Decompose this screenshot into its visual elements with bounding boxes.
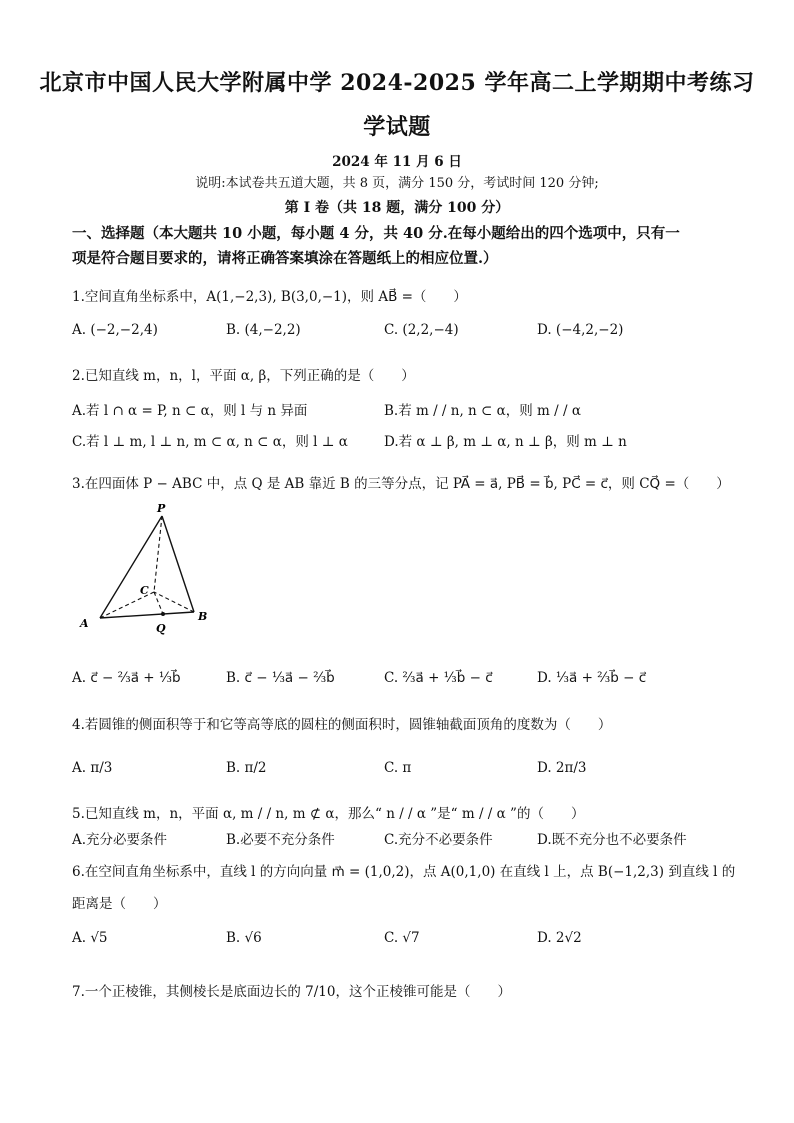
q4-option-d[interactable]: D. 2π/3 bbox=[537, 760, 587, 776]
label-b: B bbox=[198, 610, 208, 623]
label-p: P bbox=[157, 502, 166, 515]
q5-option-c[interactable]: C.充分不必要条件 bbox=[384, 832, 493, 848]
section-heading-line2: 项是符合题目要求的，请将正确答案填涂在答题纸上的相应位置.） bbox=[72, 250, 498, 267]
q6-option-a[interactable]: A. √5 bbox=[72, 930, 108, 946]
q3-option-b[interactable]: B. c⃗ − ⅓a⃗ − ⅔b⃗ bbox=[226, 670, 335, 686]
exam-note: 说明:本试卷共五道大题，共 8 页，满分 150 分，考试时间 120 分钟; bbox=[195, 176, 599, 191]
exam-title-line2: 学试题 bbox=[363, 114, 431, 140]
q1-option-b[interactable]: B. (4,−2,2) bbox=[226, 322, 301, 338]
q2-option-b[interactable]: B.若 m / / n, n ⊂ α，则 m / / α bbox=[384, 403, 581, 419]
q6-option-c[interactable]: C. √7 bbox=[384, 930, 420, 946]
q3-option-d[interactable]: D. ⅓a⃗ + ⅔b⃗ − c⃗ bbox=[537, 670, 647, 686]
edge-pb bbox=[162, 516, 194, 612]
label-c: C bbox=[140, 584, 149, 597]
point-q bbox=[161, 612, 165, 616]
q5-option-b[interactable]: B.必要不充分条件 bbox=[226, 832, 335, 848]
section-heading-line1: 一、选择题（本大题共 10 小题，每小题 4 分，共 40 分.在每小题给出的四个选项中，只有一 bbox=[72, 225, 680, 242]
question-2-stem: 2.已知直线 m，n，l，平面 α, β，下列正确的是（ ） bbox=[72, 368, 415, 384]
q3-option-c[interactable]: C. ⅔a⃗ + ⅓b⃗ − c⃗ bbox=[384, 670, 493, 686]
q4-option-a[interactable]: A. π/3 bbox=[72, 760, 113, 776]
q6-option-b[interactable]: B. √6 bbox=[226, 930, 262, 946]
q2-option-a[interactable]: A.若 l ∩ α = P, n ⊂ α，则 l 与 n 异面 bbox=[72, 403, 308, 419]
label-a: A bbox=[80, 617, 89, 630]
edge-pa bbox=[100, 516, 162, 618]
tetrahedron-figure bbox=[70, 500, 220, 640]
question-6-stem-continued: 距离是（ ） bbox=[72, 896, 167, 912]
q3-option-a[interactable]: A. c⃗ − ⅔a⃗ + ⅓b⃗ bbox=[72, 670, 181, 686]
q4-option-b[interactable]: B. π/2 bbox=[226, 760, 267, 776]
question-4-stem: 4.若圆锥的侧面积等于和它等高等底的圆柱的侧面积时，圆锥轴截面顶角的度数为（ ） bbox=[72, 717, 612, 733]
question-1-stem: 1.空间直角坐标系中，A(1,−2,3), B(3,0,−1)，则 AB⃗ =（ ） bbox=[72, 289, 467, 305]
question-3-stem: 3.在四面体 P − ABC 中，点 Q 是 AB 靠近 B 的三等分点，记 PA⃗ = a⃗, PB⃗ = b⃗, PC⃗ = c⃗，则 CQ⃗ =（ ） bbox=[72, 476, 730, 492]
exam-title-line1: 北京市中国人民大学附属中学 2024-2025 学年高二上学期期中考练习 bbox=[39, 70, 755, 96]
label-q: Q bbox=[156, 622, 166, 635]
q1-option-d[interactable]: D. (−4,2,−2) bbox=[537, 322, 624, 338]
q5-option-a[interactable]: A.充分必要条件 bbox=[72, 832, 168, 848]
q1-option-a[interactable]: A. (−2,−2,4) bbox=[72, 322, 158, 338]
q2-option-c[interactable]: C.若 l ⊥ m, l ⊥ n, m ⊂ α, n ⊂ α，则 l ⊥ α bbox=[72, 434, 348, 450]
question-6-stem: 6.在空间直角坐标系中，直线 l 的方向向量 m⃗ = (1,0,2)，点 A(0,1,0) 在直线 l 上，点 B(−1,2,3) 到直线 l 的 bbox=[72, 864, 736, 880]
q5-option-d[interactable]: D.既不充分也不必要条件 bbox=[537, 832, 687, 848]
volume-heading: 第 I 卷（共 18 题，满分 100 分） bbox=[284, 200, 510, 216]
edge-ab bbox=[100, 612, 194, 618]
q6-option-d[interactable]: D. 2√2 bbox=[537, 930, 582, 946]
question-7-stem: 7.一个正棱锥，其侧棱长是底面边长的 7/10，这个正棱锥可能是（ ） bbox=[72, 984, 511, 1000]
q4-option-c[interactable]: C. π bbox=[384, 760, 412, 776]
q2-option-d[interactable]: D.若 α ⊥ β, m ⊥ α, n ⊥ β，则 m ⊥ n bbox=[384, 434, 627, 450]
question-5-stem: 5.已知直线 m，n，平面 α, m / / n, m ⊄ α，那么“ n / / α ”是“ m / / α ”的（ ） bbox=[72, 806, 585, 822]
exam-date: 2024 年 11 月 6 日 bbox=[332, 154, 462, 170]
q1-option-c[interactable]: C. (2,2,−4) bbox=[384, 322, 459, 338]
